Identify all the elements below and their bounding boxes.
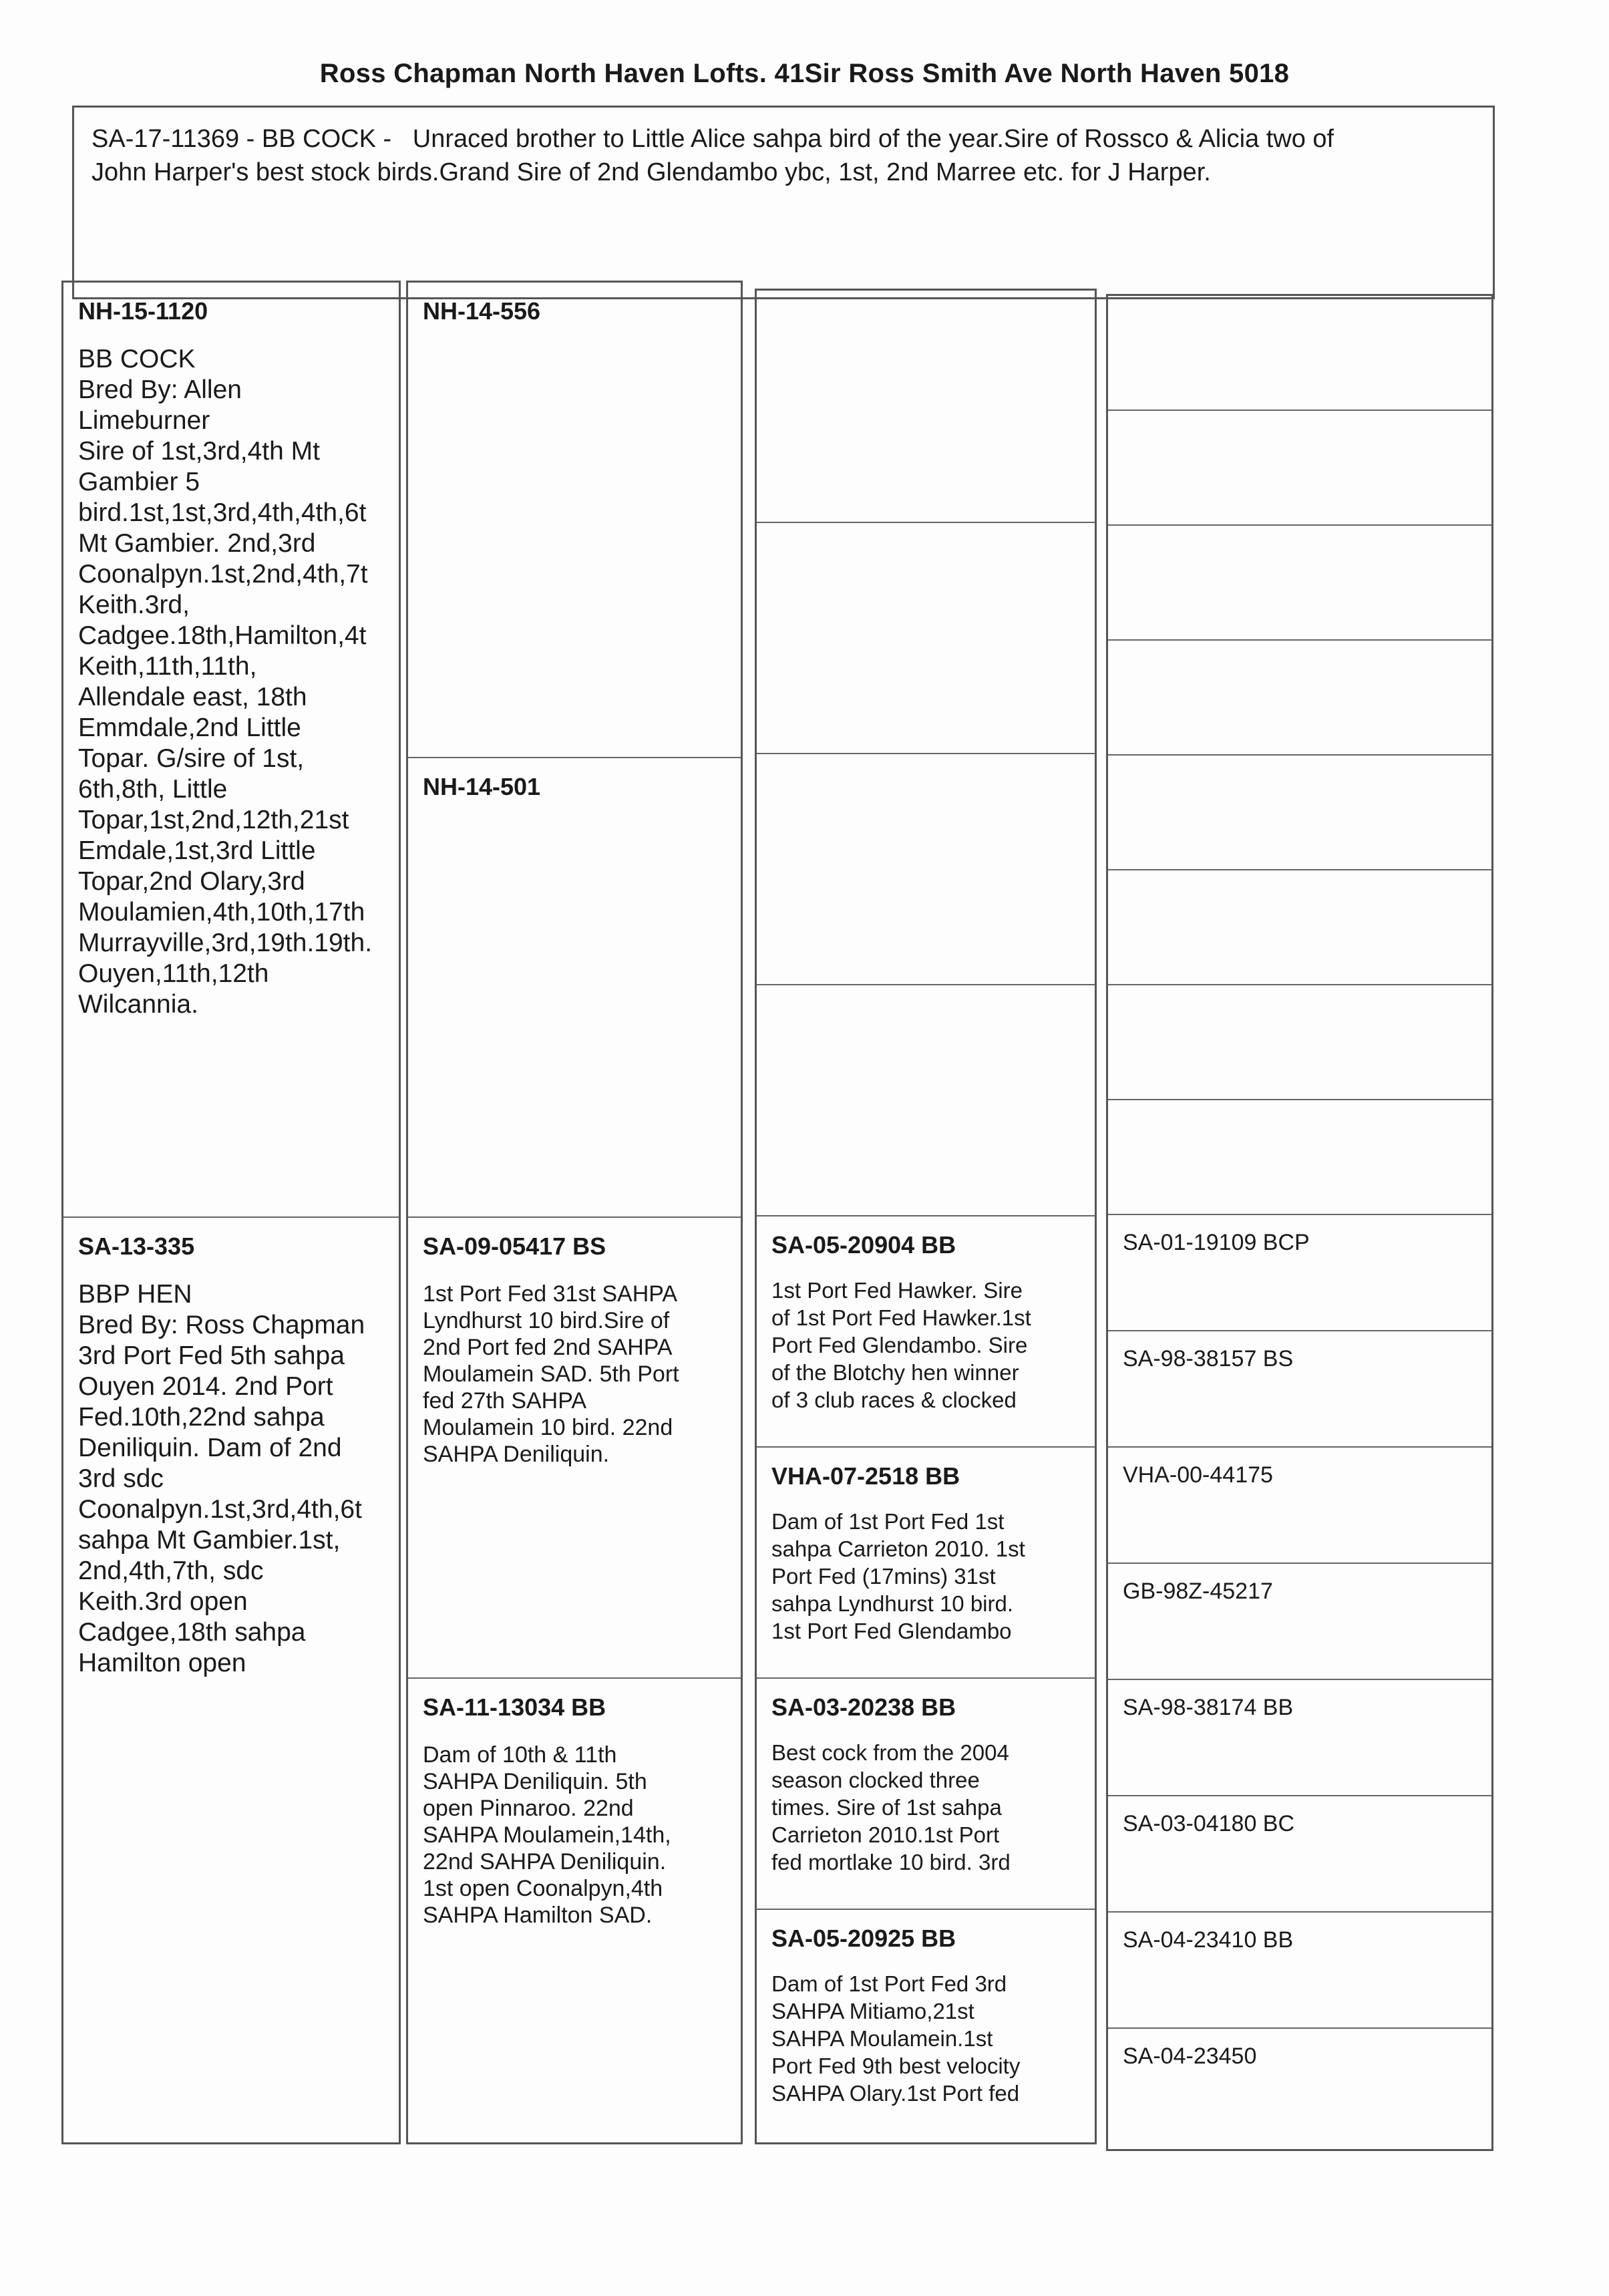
detail-line: Ouyen,11th,12th xyxy=(78,959,269,988)
detail-line: Moulamein 10 bird. 22nd xyxy=(423,1415,673,1440)
detail-line: Topar,2nd Olary,3rd xyxy=(78,867,305,896)
gggp-cell xyxy=(1108,985,1491,1100)
sire-cell xyxy=(63,283,399,1218)
detail-line: times. Sire of 1st sahpa xyxy=(771,1795,1002,1820)
gggp-cell xyxy=(1108,1331,1491,1448)
detail-line: SAHPA Moulamein.1st xyxy=(771,2026,993,2051)
detail-line: sahpa Mt Gambier.1st, xyxy=(78,1526,341,1554)
detail-line: Keith.3rd open xyxy=(78,1587,248,1616)
detail-line: Topar,1st,2nd,12th,21st xyxy=(78,806,349,834)
detail-line: 1st Port Fed Hawker. Sire xyxy=(771,1278,1023,1303)
detail-line: sahpa Lyndhurst 10 bird. xyxy=(771,1591,1014,1616)
detail-line: BB COCK xyxy=(78,345,196,373)
dam-ring-number: SA-13-335 xyxy=(78,1233,195,1260)
parents-column xyxy=(61,281,401,2144)
gggp-ring-number: SA-04-23450 xyxy=(1123,2043,1257,2069)
detail-line: Wilcannia. xyxy=(78,990,198,1019)
ggp-ring-number: SA-03-20238 BB xyxy=(771,1693,956,1721)
gggp-cell xyxy=(1108,756,1491,870)
dam-details xyxy=(63,1261,399,1679)
sire-ring-number: NH-15-1120 xyxy=(78,297,208,325)
ggp-cell xyxy=(757,1216,1095,1448)
detail-line: fed 27th SAHPA xyxy=(423,1388,587,1414)
detail-line: of 3 club races & clocked xyxy=(771,1387,1017,1412)
detail-line: SAHPA Mitiamo,21st xyxy=(771,1999,974,2023)
detail-line: Best cock from the 2004 xyxy=(771,1740,1009,1765)
gggp-cell xyxy=(1108,1564,1491,1680)
sire-sire-cell xyxy=(408,283,741,758)
great-grandparents-column xyxy=(755,289,1097,2144)
detail-line: Hamilton open xyxy=(78,1649,246,1677)
gggp-cell xyxy=(1108,1913,1491,2029)
detail-line: 3rd sdc xyxy=(78,1464,164,1493)
detail-line: 2nd Port fed 2nd SAHPA xyxy=(423,1335,673,1360)
ggp-cell xyxy=(757,754,1095,985)
gggp-cell xyxy=(1108,1215,1491,1331)
gggp-cell xyxy=(1108,526,1491,641)
detail-line: Dam of 10th & 11th xyxy=(423,1742,617,1768)
detail-line: Keith,11th,11th, xyxy=(78,652,257,681)
grandparents-column xyxy=(406,281,743,2144)
detail-line: Sire of 1st,3rd,4th Mt xyxy=(78,437,320,466)
detail-line: Cadgee,18th sahpa xyxy=(78,1618,306,1647)
detail-line: Moulamein SAD. 5th Port xyxy=(423,1361,679,1387)
detail-line: 2nd,4th,7th, sdc xyxy=(78,1556,264,1585)
detail-line: Lyndhurst 10 bird.Sire of xyxy=(423,1308,670,1333)
ggp-details xyxy=(757,1953,1095,2107)
gggp-cell xyxy=(1108,2029,1491,2151)
sire-dam-ring-number: NH-14-501 xyxy=(423,773,541,800)
detail-line: SAHPA Hamilton SAD. xyxy=(423,1903,653,1928)
detail-line: fed mortlake 10 bird. 3rd xyxy=(771,1850,1011,1874)
great-great-grandparents-column xyxy=(1106,294,1493,2151)
detail-line: 1st Port Fed 31st SAHPA xyxy=(423,1281,678,1307)
detail-line: SAHPA Deniliquin. xyxy=(423,1442,610,1467)
detail-line: Mt Gambier. 2nd,3rd xyxy=(78,529,316,558)
detail-line: 1st open Coonalpyn,4th xyxy=(423,1876,663,1901)
ggp-ring-number: VHA-07-2518 BB xyxy=(771,1462,960,1490)
gggp-cell xyxy=(1108,1448,1491,1564)
detail-line: Coonalpyn.1st,3rd,4th,6t xyxy=(78,1495,362,1524)
detail-line: Bred By: Allen xyxy=(78,375,242,404)
detail-line: Emdale,1st,3rd Little xyxy=(78,836,316,865)
detail-line: Topar. G/sire of 1st, xyxy=(78,744,305,773)
gggp-ring-number: VHA-00-44175 xyxy=(1123,1462,1273,1488)
detail-line: Fed.10th,22nd sahpa xyxy=(78,1403,325,1432)
ggp-cell xyxy=(757,1910,1095,2144)
subject-line: SA-17-11369 - BB COCK - Unraced brother to Little Alice sahpa bird of the year.Sire of Rossco & Alicia two of xyxy=(92,125,1334,153)
detail-line: Limeburner xyxy=(78,406,210,435)
gggp-ring-number: SA-98-38174 BB xyxy=(1123,1695,1294,1720)
detail-line: Port Fed Glendambo. Sire xyxy=(771,1333,1028,1357)
gggp-ring-number: SA-01-19109 BCP xyxy=(1123,1230,1310,1255)
detail-line: Gambier 5 xyxy=(78,468,200,496)
dam-sire-cell xyxy=(408,1218,741,1679)
ggp-ring-number: SA-05-20925 BB xyxy=(771,1925,956,1952)
sire-details xyxy=(63,325,399,1020)
sire-dam-cell xyxy=(408,758,741,1218)
detail-line: Moulamien,4th,10th,17th xyxy=(78,898,365,927)
gggp-cell xyxy=(1108,641,1491,756)
detail-line: Coonalpyn.1st,2nd,4th,7t xyxy=(78,560,368,589)
dam-dam-ring-number: SA-11-13034 BB xyxy=(423,1693,606,1721)
ggp-ring-number: SA-05-20904 BB xyxy=(771,1231,956,1259)
detail-line: 22nd SAHPA Deniliquin. xyxy=(423,1849,667,1874)
detail-line: Deniliquin. Dam of 2nd xyxy=(78,1434,342,1462)
detail-line: Allendale east, 18th xyxy=(78,683,307,711)
dam-sire-details xyxy=(408,1261,741,1468)
sire-sire-ring-number: NH-14-556 xyxy=(423,297,541,325)
detail-line: Keith.3rd, xyxy=(78,591,190,619)
detail-line: of the Blotchy hen winner xyxy=(771,1360,1019,1385)
ggp-cell xyxy=(757,985,1095,1216)
gggp-cell xyxy=(1108,1100,1491,1215)
detail-line: Dam of 1st Port Fed 1st xyxy=(771,1509,1005,1534)
detail-line: BBP HEN xyxy=(78,1280,192,1309)
gggp-ring-number: GB-98Z-45217 xyxy=(1123,1579,1273,1604)
dam-dam-details xyxy=(408,1721,741,1929)
subject-bird-panel xyxy=(72,106,1495,299)
subject-line: John Harper's best stock birds.Grand Sire of 2nd Glendambo ybc, 1st, 2nd Marree etc. for J Harper. xyxy=(92,158,1211,186)
detail-line: Port Fed (17mins) 31st xyxy=(771,1564,996,1589)
detail-line: SAHPA Olary.1st Port fed xyxy=(771,2081,1020,2106)
detail-line: 3rd Port Fed 5th sahpa xyxy=(78,1341,345,1370)
dam-dam-cell xyxy=(408,1679,741,2144)
gggp-cell xyxy=(1108,296,1491,411)
detail-line: 1st Port Fed Glendambo xyxy=(771,1619,1012,1643)
detail-line: Dam of 1st Port Fed 3rd xyxy=(771,1971,1007,1996)
detail-line: of 1st Port Fed Hawker.1st xyxy=(771,1305,1031,1330)
page-title: Ross Chapman North Haven Lofts. 41Sir Ross Smith Ave North Haven 5018 xyxy=(319,59,1290,88)
gggp-cell xyxy=(1108,870,1491,985)
detail-line: Murrayville,3rd,19th.19th. xyxy=(78,929,373,957)
ggp-details xyxy=(757,1721,1095,1876)
gggp-cell xyxy=(1108,411,1491,526)
detail-line: Bred By: Ross Chapman xyxy=(78,1311,365,1339)
detail-line: Emmdale,2nd Little xyxy=(78,713,301,742)
gggp-cell xyxy=(1108,1796,1491,1913)
detail-line: bird.1st,1st,3rd,4th,4th,6t xyxy=(78,498,367,527)
detail-line: open Pinnaroo. 22nd xyxy=(423,1796,634,1821)
detail-line: sahpa Carrieton 2010. 1st xyxy=(771,1536,1025,1561)
detail-line: SAHPA Moulamein,14th, xyxy=(423,1822,671,1848)
ggp-details xyxy=(757,1490,1095,1645)
detail-line: season clocked three xyxy=(771,1768,980,1792)
detail-line: SAHPA Deniliquin. 5th xyxy=(423,1769,647,1794)
detail-line: Port Fed 9th best velocity xyxy=(771,2054,1021,2078)
dam-sire-ring-number: SA-09-05417 BS xyxy=(423,1233,606,1260)
ggp-cell xyxy=(757,1679,1095,1910)
detail-line: Carrieton 2010.1st Port xyxy=(771,1822,1000,1847)
detail-line: 6th,8th, Little xyxy=(78,775,228,804)
gggp-ring-number: SA-98-38157 BS xyxy=(1123,1346,1294,1371)
gggp-cell xyxy=(1108,1680,1491,1796)
gggp-ring-number: SA-04-23410 BB xyxy=(1123,1927,1294,1953)
ggp-cell xyxy=(757,1448,1095,1679)
ggp-cell xyxy=(757,523,1095,754)
gggp-ring-number: SA-03-04180 BC xyxy=(1123,1811,1295,1836)
ggp-details xyxy=(757,1259,1095,1414)
dam-cell xyxy=(63,1218,399,2144)
detail-line: Ouyen 2014. 2nd Port xyxy=(78,1372,333,1401)
ggp-cell xyxy=(757,291,1095,523)
detail-line: Cadgee.18th,Hamilton,4t xyxy=(78,621,367,650)
